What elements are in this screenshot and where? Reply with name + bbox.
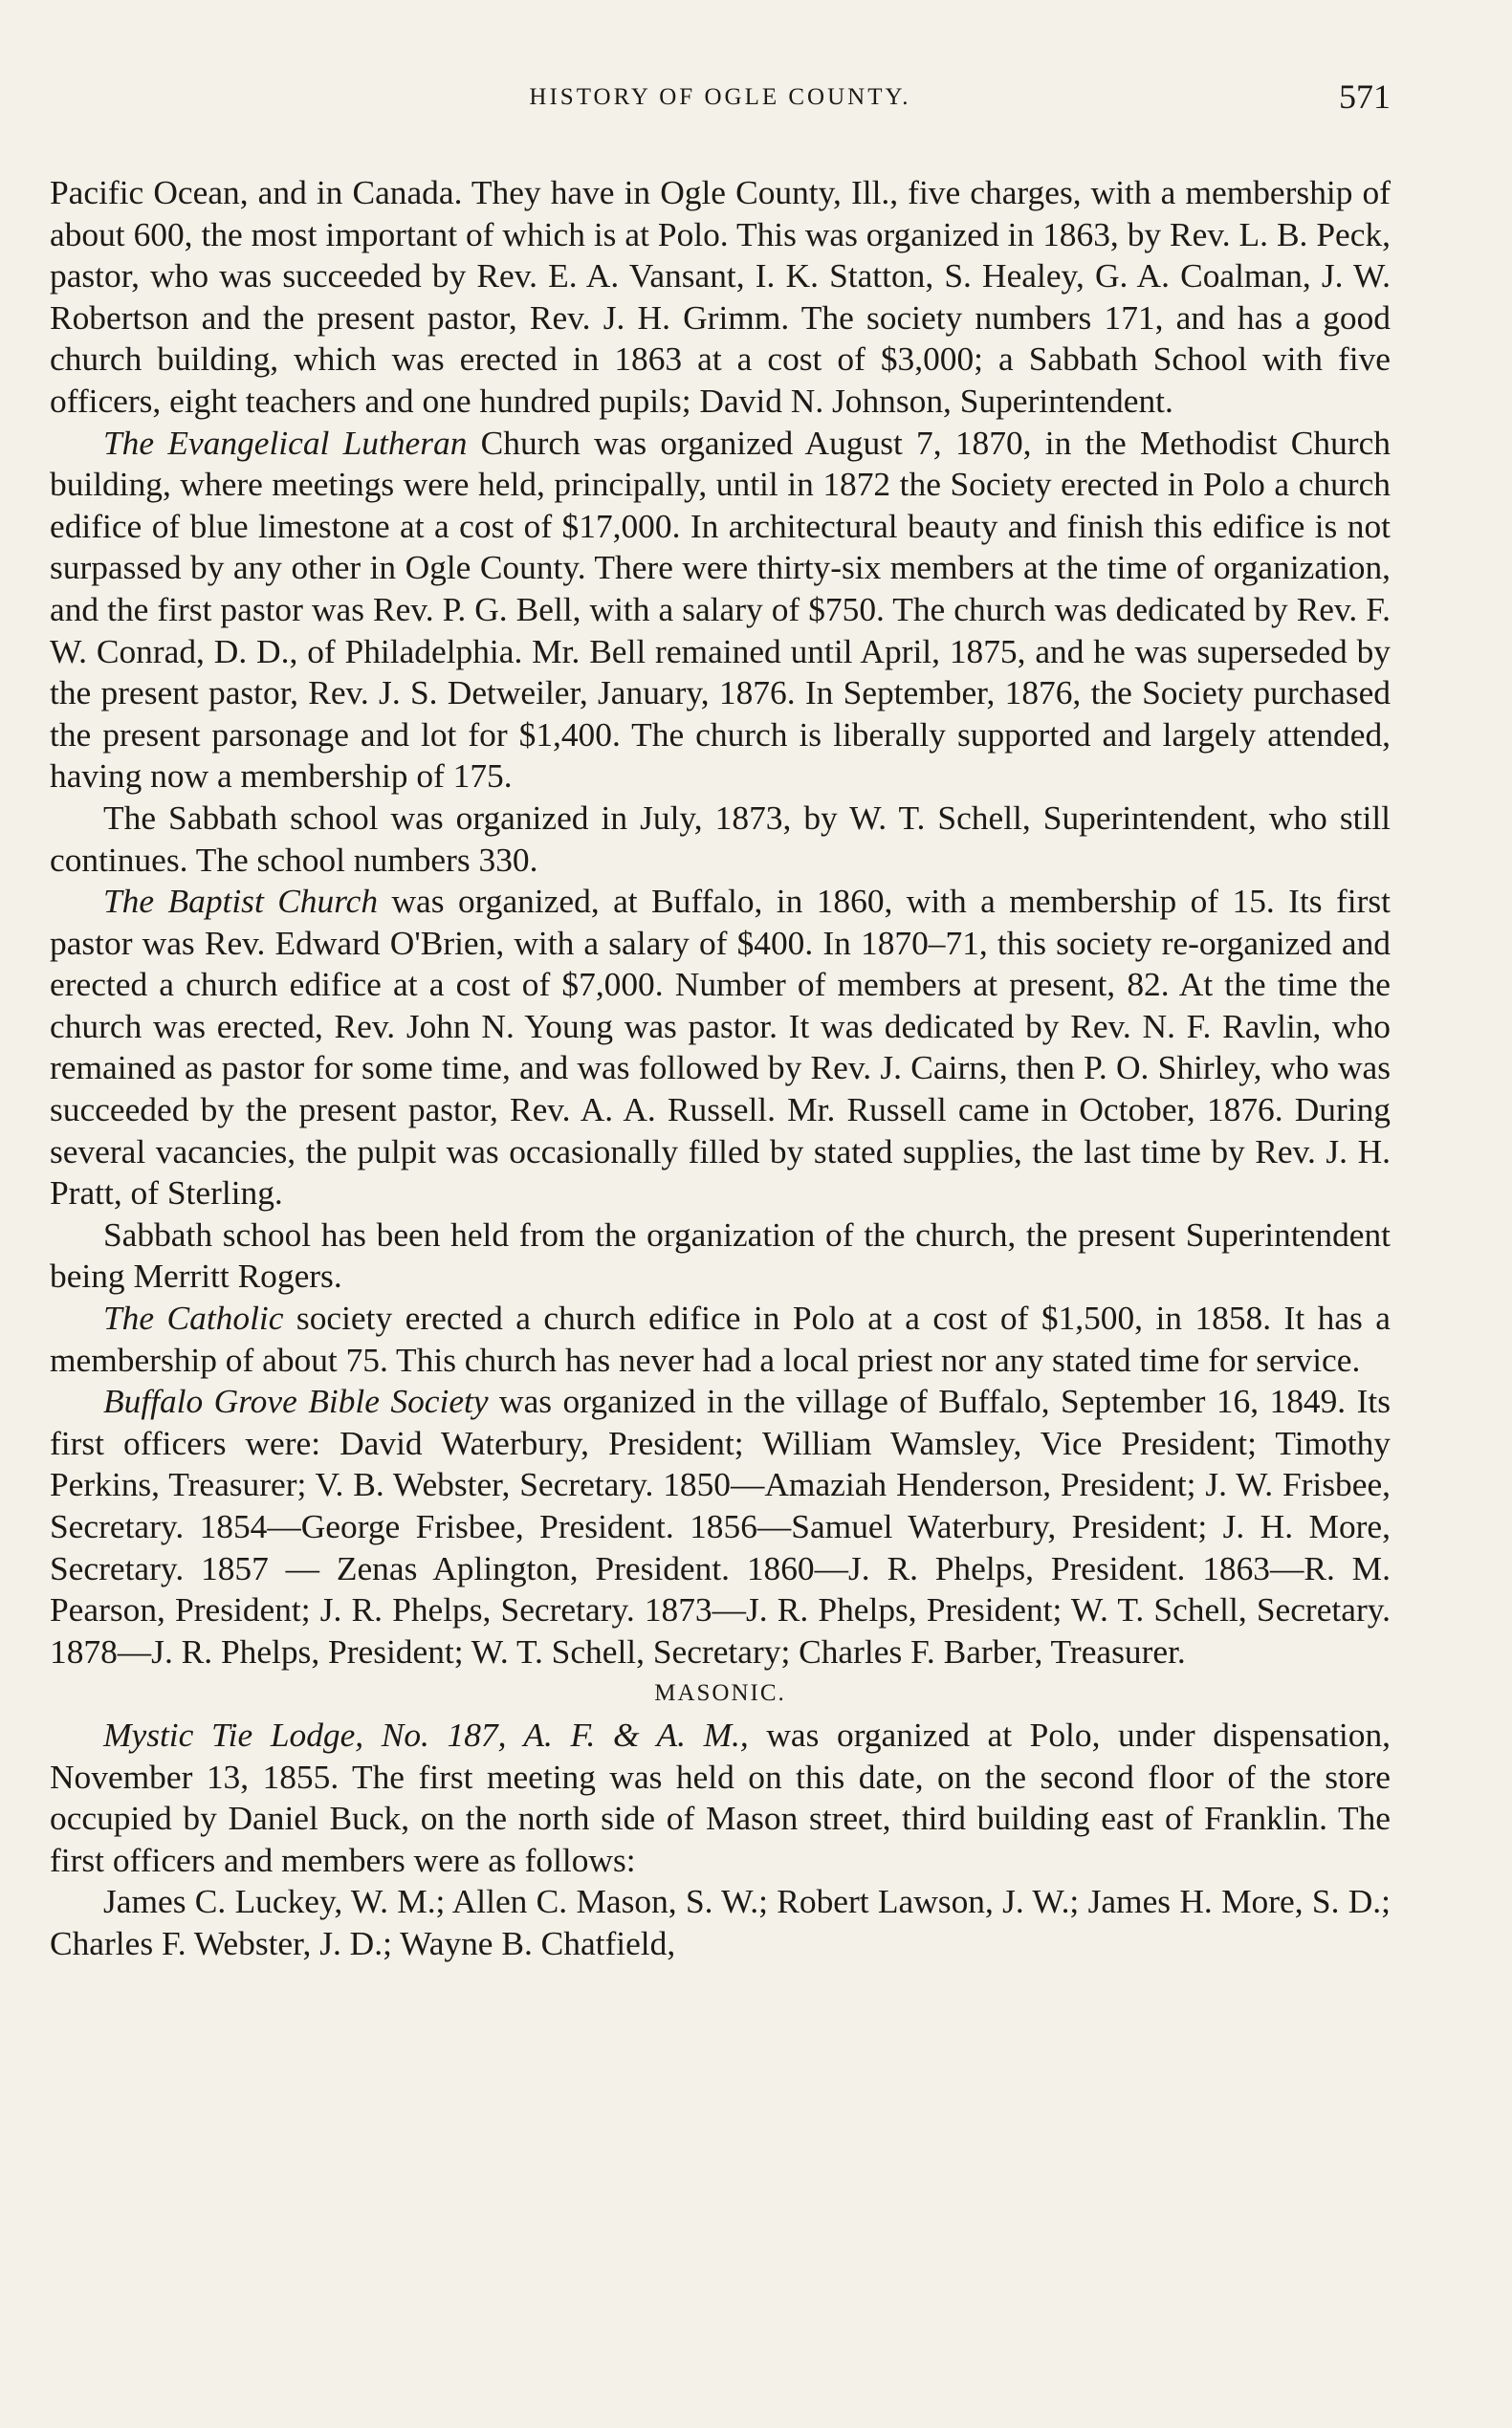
running-head: HISTORY OF OGLE COUNTY. [529,84,911,110]
paragraph-lutheran-sabbath-school: The Sabbath school was organized in July, 1873, by W. T. Schell, Superintendent, who still continues. The school numbers 330. [50,798,1391,879]
paragraph-methodist-continued: Pacific Ocean, and in Canada. They have in Ogle County, Ill., five charges, with a membership of about 600, the most important of which is at Polo. This was organized in 1863, by Rev. L. B. Peck, pastor, who was succeeded by Rev. E. A. Vansant, I. K. Statton, S. Healey, G. A. Coalman, J. W. Robertson and the present pastor, Rev. J. H. Grimm. The society numbers 171, and has a good church building, which was erected in 1863 at a cost of $3,000; a Sabbath School with five officers, eight teachers and one hundred pupils; David N. Johnson, Superintendent. [50,173,1391,420]
paragraph-lead-italic: The Evangelical Lutheran [103,423,468,462]
paragraph-catholic [50,1298,1391,1381]
paragraph-baptist-sabbath-school: Sabbath school has been held from the organization of the church, the present Superintendent being Merritt Rogers. [50,1214,1391,1296]
paragraph-evangelical-lutheran [50,423,1391,798]
paragraph-lodge-officers: James C. Luckey, W. M.; Allen C. Mason, S. W.; Robert Lawson, J. W.; James H. More, S. D.; Charles F. Webster, J. D.; Wayne B. Chatfield, [50,1882,1391,1962]
paragraph-lead-italic: Buffalo Grove Bible Society [103,1382,489,1421]
paragraph-bible-society [50,1381,1391,1673]
page-header [50,67,1391,134]
paragraph-lead-italic: Mystic Tie Lodge, No. 187, A. F. & A. M., [103,1715,749,1754]
body-text [50,172,1391,1965]
paragraph-text: was organized at Polo, under dispensation, November 13, 1855. The first meeting was held on this date, on the second floor of the store occupied by Daniel Buck, on the north side of Mason street, third building east of Franklin. The first officers and members were as follows: [50,1715,1391,1879]
paragraph-text: was organized in the village of Buffalo, September 16, 1849. Its first officers were: David Waterbury, President; William Wamsley, Vice President; Timothy Perkins, Treasurer; V. B. Webster, Secretary. 1850—Amaziah Henderson, President; J. W. Frisbee, Secretary. 1854—George Frisbee, President. 1856—Samuel Waterbury, President; J. H. More, Secretary. 1857 — Zenas Aplington, President. 1860—J. R. Phelps, President. 1863—R. M. Pearson, President; J. R. Phelps, Secretary. 1873—J. R. Phelps, President; W. T. Schell, Secretary. 1878—J. R. Phelps, President; W. T. Schell, Secretary; Charles F. Barber, Treasurer. [50,1382,1391,1671]
page-number: 571 [1339,77,1391,116]
paragraph-text: society erected a church edifice in Polo at a cost of $1,500, in 1858. It has a membership of about 75. This church has never had a local priest nor any stated time for service. [50,1299,1391,1379]
paragraph-lead-italic: The Baptist Church [103,882,379,921]
paragraph-baptist-church [50,881,1391,1214]
paragraph-mystic-tie-lodge [50,1715,1391,1881]
document-page [50,67,1391,1965]
paragraph-text: Church was organized August 7, 1870, in the Methodist Church building, where meetings were held, principally, until in 1872 the Society erected in Polo a church edifice of blue limestone at a cost of $17,000. In architectural beauty and finish this edifice is not surpassed by any other in Ogle County. There were thirty-six members at the time of organization, and the first pastor was Rev. P. G. Bell, with a salary of $750. The church was dedicated by Rev. F. W. Conrad, D. D., of Philadelphia. Mr. Bell remained until April, 1875, and he was superseded by the present pastor, Rev. J. S. Detweiler, January, 1876. In September, 1876, the Society purchased the present parsonage and lot for $1,400. The church is liberally supported and largely attended, having now a membership of 175. [50,423,1391,796]
paragraph-lead-italic: The Catholic [103,1299,284,1338]
paragraph-text: was organized, at Buffalo, in 1860, with a membership of 15. Its first pastor was Rev. Edward O'Brien, with a salary of $400. In 1870–71, this society re-organized and erected a church edifice at a cost of $7,000. Number of members at present, 82. At the time the church was erected, Rev. John N. Young was pastor. It was dedicated by Rev. N. F. Ravlin, who remained as pastor for some time, and was followed by Rev. J. Cairns, then P. O. Shirley, who was succeeded by the present pastor, Rev. A. A. Russell. Mr. Russell came in October, 1876. During several vacancies, the pulpit was occasionally filled by stated supplies, the last time by Rev. J. H. Pratt, of Sterling. [50,882,1391,1213]
section-heading-masonic: MASONIC. [654,1680,786,1707]
